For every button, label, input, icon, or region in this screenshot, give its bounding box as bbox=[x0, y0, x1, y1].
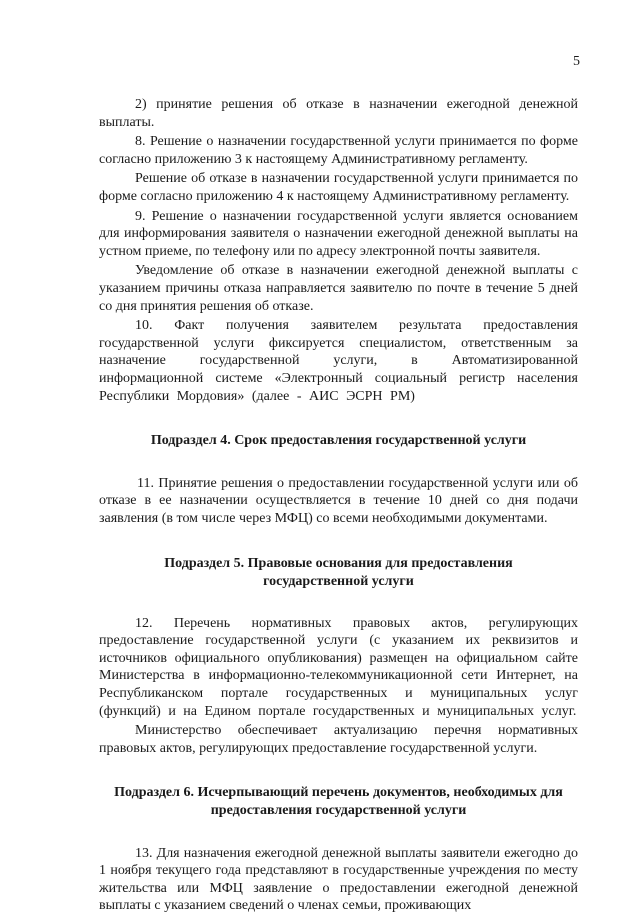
section-heading-6-line1: Подраздел 6. Исчерпывающий перечень документов, необходимых для bbox=[114, 785, 563, 801]
section-heading-4: Подраздел 4. Срок предоставления государственной услуги bbox=[150, 433, 527, 449]
paragraph: 2) принятие решения об отказе в назначении ежегодной денежной выплаты. bbox=[99, 97, 578, 130]
paragraph: 11. Принятие решения о предоставлении государственной услуги или об отказе в ее назначении осуществляется в течение 10 дней со дня подачи заявления (в том числе через МФЦ) со всеми необходимыми документами. bbox=[99, 475, 578, 526]
paragraph: Министерство обеспечивает актуализацию перечня нормативных правовых актов, регулирующих предоставление государственной услуги. bbox=[99, 723, 578, 756]
document-body bbox=[99, 96, 578, 915]
section-heading-6 bbox=[99, 784, 578, 819]
paragraph: 9. Решение о назначении государственной услуги является основанием для информирования заявителя о назначении ежегодной денежной выплаты на устном приеме, по телефону или по адресу электронной почты заявителя. bbox=[99, 208, 578, 259]
paragraph: 8. Решение о назначении государственной услуги принимается по форме согласно приложению 3 к настоящему Административному регламенту. bbox=[99, 134, 578, 167]
section-heading-5-line2: государственной услуги bbox=[263, 574, 414, 590]
section-heading-5 bbox=[99, 555, 578, 590]
section-heading-5-line1: Подраздел 5. Правовые основания для предоставления bbox=[164, 556, 513, 572]
section-heading-6-line2: предоставления государственной услуги bbox=[210, 803, 467, 818]
paragraph: 13. Для назначения ежегодной денежной выплаты заявители ежегодно до 1 ноября текущего года представляют в государственные учреждения по месту жительства или МФЦ заявление о предоставлении ежегодной денежной выплаты с указанием сведений о членах семьи, проживающих bbox=[99, 845, 578, 914]
paragraph: 12. Перечень нормативных правовых актов, регулирующих предоставление государственной услуги (с указанием их реквизитов и источников официального опубликования) размещен на официальном сайте Министерства в информационно-телекоммуникационной сети Интернет, на Республиканском портале государственных и муниципальных услуг (функций) и на Едином портале государственных и муниципальных услуг. bbox=[99, 615, 578, 719]
page-number: 5 bbox=[573, 54, 580, 69]
paragraph: Решение об отказе в назначении государственной услуги принимается по форме согласно приложению 4 к настоящему Административному регламенту. bbox=[99, 171, 578, 204]
paragraph: Уведомление об отказе в назначении ежегодной денежной выплаты с указанием причины отказа направляется заявителю по почте в течение 5 дней со дня принятия решения об отказе. bbox=[99, 263, 578, 314]
paragraph: 10. Факт получения заявителем результата предоставления государственной услуги фиксируется специалистом, ответственным за назначение государственной услуги, в Автоматизированной информационной системе «Электронный социальный регистр населения Республики Мордовия» (далее - АИС ЭСРН РМ) bbox=[99, 318, 578, 404]
